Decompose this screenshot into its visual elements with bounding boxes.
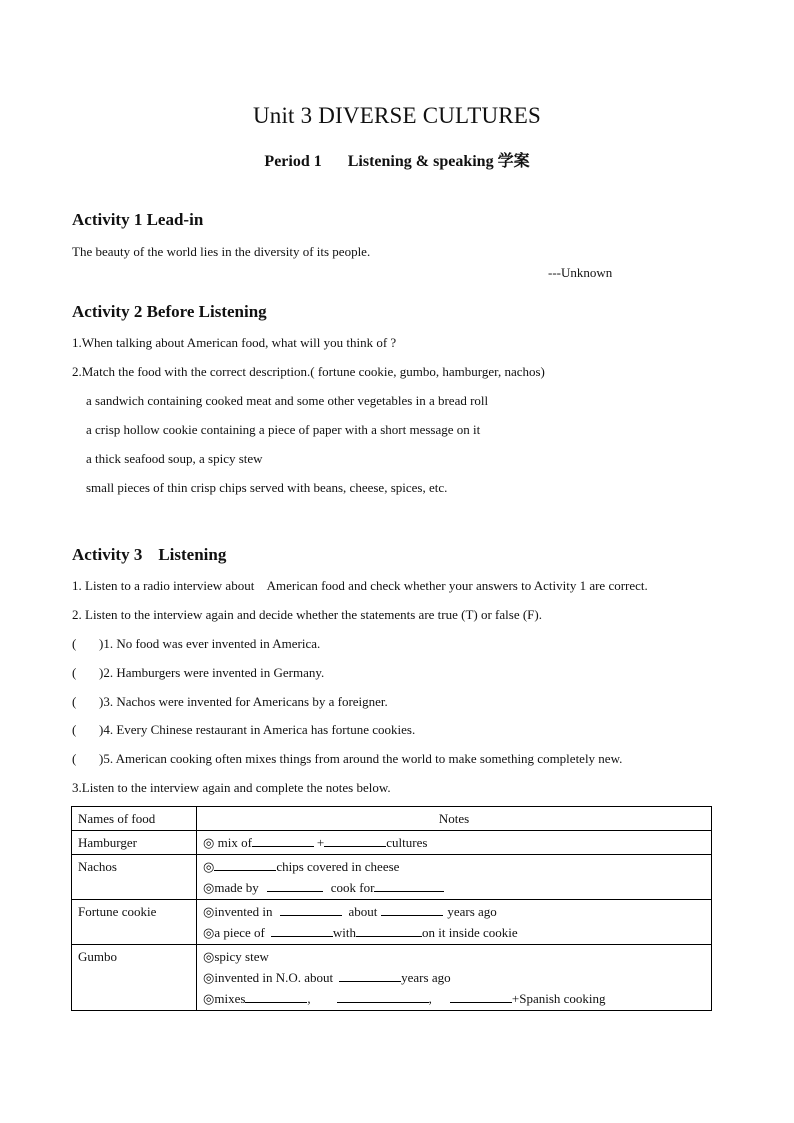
task-1: 1. Listen to a radio interview about American food and check whether your answers to Activity 1 are correct.: [72, 578, 648, 593]
table-row: [72, 831, 712, 855]
notes-table: [71, 806, 712, 1011]
task-3: 3.Listen to the interview again and complete the notes below.: [72, 780, 391, 795]
answer-blank[interactable]: [337, 989, 429, 1003]
period-label: Period 1: [264, 153, 322, 170]
description-item: a sandwich containing cooked meat and some other vegetables in a bread roll: [86, 393, 489, 408]
notes-cell: ◎ chips covered in cheese ◎made by cook for: [197, 855, 712, 900]
table-row: [72, 855, 712, 900]
answer-blank[interactable]: [374, 878, 444, 892]
answer-paren[interactable]: (: [72, 636, 77, 651]
answer-blank[interactable]: [450, 989, 512, 1003]
header-notes: Notes: [197, 807, 712, 831]
question-1: 1.When talking about American food, what will you think of ?: [72, 335, 397, 350]
answer-paren[interactable]: (: [72, 751, 77, 766]
food-name: Nachos: [72, 855, 197, 900]
answer-blank[interactable]: [280, 902, 342, 916]
food-name: Gumbo: [72, 945, 197, 1011]
activity3-heading: [72, 545, 226, 565]
answer-blank[interactable]: [356, 923, 422, 937]
answer-blank[interactable]: [214, 857, 276, 871]
page-title: Unit 3 DIVERSE CULTURES: [252, 103, 542, 128]
table-header-row: [72, 807, 712, 831]
tf-statement: ( )4. Every Chinese restaurant in America has fortune cookies.: [72, 722, 416, 737]
quote-text: The beauty of the world lies in the diversity of its people.: [72, 244, 371, 259]
answer-blank[interactable]: [252, 833, 314, 847]
tf-statement: ( )3. Nachos were invented for Americans by a foreigner.: [72, 694, 388, 709]
header-food: Names of food: [72, 807, 197, 831]
topic-label: Listening & speaking 学案: [347, 153, 530, 170]
activity3-title: Listening: [158, 545, 227, 564]
description-item: a crisp hollow cookie containing a piece of paper with a short message on it: [86, 422, 481, 437]
food-name: Hamburger: [72, 831, 197, 855]
table-row: [72, 945, 712, 1011]
activity3-label: Activity 3: [72, 545, 143, 564]
description-item: small pieces of thin crisp chips served with beans, cheese, spices, etc.: [86, 480, 448, 495]
answer-paren[interactable]: (: [72, 694, 77, 709]
task-2: 2. Listen to the interview again and decide whether the statements are true (T) or false (F).: [72, 607, 542, 622]
question-2: 2.Match the food with the correct description.( fortune cookie, gumbo, hamburger, nachos): [72, 364, 545, 379]
answer-blank[interactable]: [271, 923, 333, 937]
quote-attribution: ---Unknown: [548, 265, 613, 280]
tf-statement: ( )5. American cooking often mixes things from around the world to make something completely new.: [72, 751, 623, 766]
notes-cell: ◎invented in about years ago ◎a piece of with on it inside cookie: [197, 900, 712, 945]
answer-blank[interactable]: [267, 878, 323, 892]
activity1-heading: Activity 1 Lead-in: [72, 210, 204, 229]
tf-statement: ( )2. Hamburgers were invented in Germany.: [72, 665, 325, 680]
tf-statement: ( )1. No food was ever invented in America.: [72, 636, 321, 651]
answer-blank[interactable]: [324, 833, 386, 847]
answer-blank[interactable]: [245, 989, 307, 1003]
answer-paren[interactable]: (: [72, 722, 77, 737]
description-item: a thick seafood soup, a spicy stew: [86, 451, 263, 466]
notes-cell: ◎ mix of + cultures: [197, 831, 712, 855]
activity2-heading: Activity 2 Before Listening: [72, 302, 267, 321]
answer-blank[interactable]: [381, 902, 443, 916]
answer-blank[interactable]: [339, 968, 401, 982]
answer-paren[interactable]: (: [72, 665, 77, 680]
page-subtitle: [0, 148, 794, 171]
food-name: Fortune cookie: [72, 900, 197, 945]
table-row: [72, 900, 712, 945]
notes-cell: ◎spicy stew ◎invented in N.O. about years ago ◎mixes , , +Spanish cooking: [197, 945, 712, 1011]
